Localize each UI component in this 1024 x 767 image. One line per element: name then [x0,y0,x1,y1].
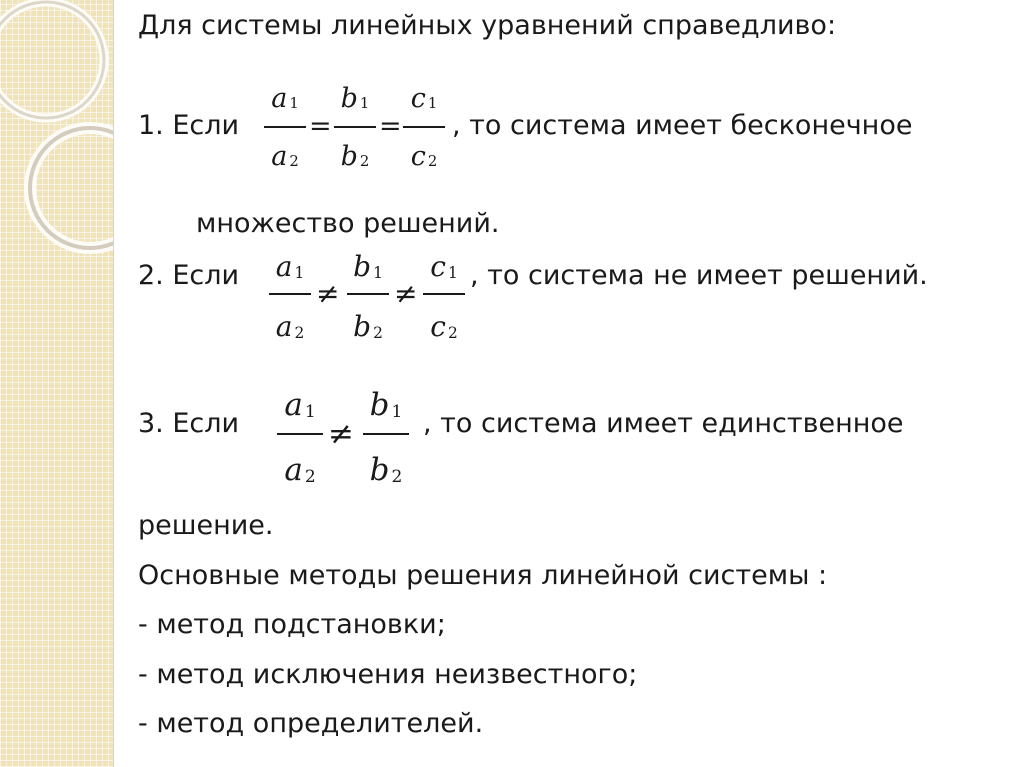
fraction-a: a 1 a 2 [267,248,313,348]
method-item: - метод определителей. [138,708,484,739]
fraction-a: a 1 a 2 [262,80,308,180]
case3-label: 3. Если [138,408,240,439]
fraction-a: a 1 a 2 [275,385,325,495]
decorative-rings [0,0,113,767]
fraction-b: b 1 b 2 [332,80,378,180]
case3-formula [275,385,415,495]
fraction-b: b 1 b 2 [345,248,391,348]
method-item: - метод подстановки; [138,609,446,640]
case1-continuation: множество решений. [196,208,500,239]
equals-sign: = [379,111,402,142]
case2-tail: , то система не имеет решений. [470,260,928,291]
equals-sign: = [309,111,332,142]
method-item: - метод исключения неизвестного; [138,659,638,690]
case2-formula [267,248,467,348]
not-equal-sign: ≠ [328,416,354,452]
case3-tail: , то система имеет единственное [423,408,904,439]
case1-tail: , то система имеет бесконечное [452,110,913,141]
not-equal-sign: ≠ [394,277,418,310]
fraction-b: b 1 b 2 [361,385,411,495]
case3-continuation: решение. [138,510,274,541]
case1-label: 1. Если [138,110,240,141]
fraction-c: c 1 c 2 [421,248,467,348]
intro-text: Для системы линейных уравнений справедливо: [138,10,837,41]
methods-heading: Основные методы решения линейной системы : [138,560,828,591]
decorative-sidebar [0,0,114,767]
not-equal-sign: ≠ [316,277,340,310]
case2-label: 2. Если [138,260,240,291]
case1-formula [262,80,447,180]
fraction-c: c 1 c 2 [401,80,447,180]
